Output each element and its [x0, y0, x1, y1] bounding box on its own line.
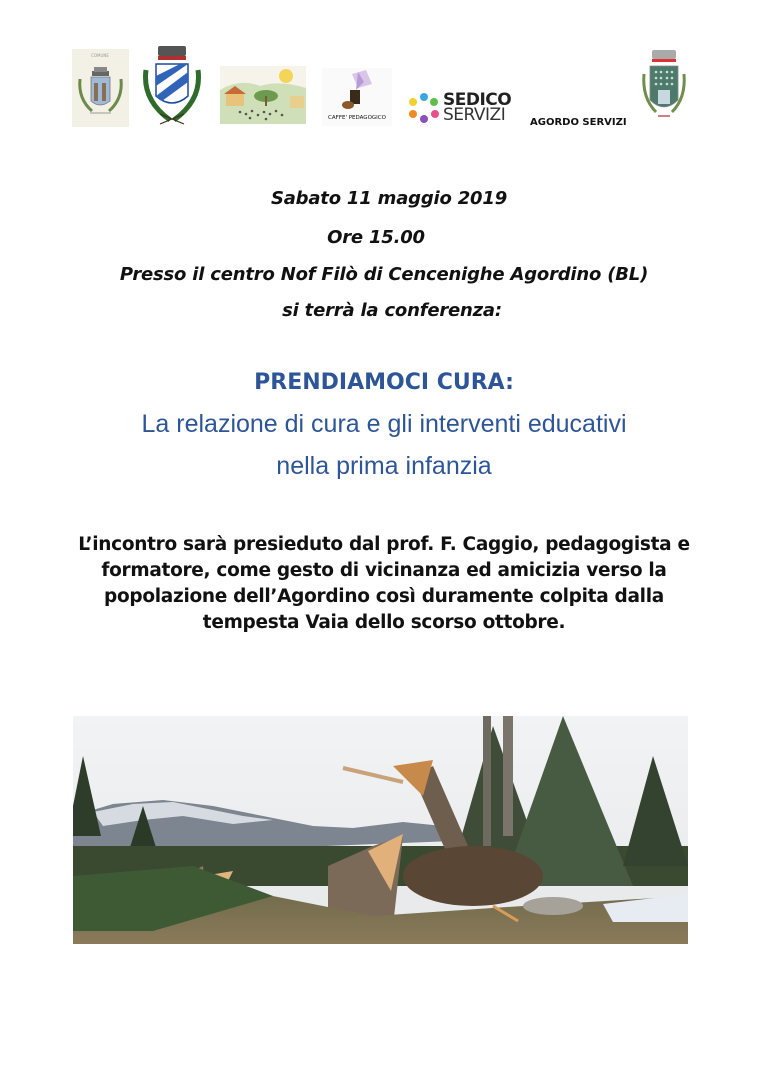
event-date: Sabato 11 maggio 2019: [270, 188, 508, 209]
conference-title: PRENDIAMOCI CURA:: [254, 370, 514, 395]
description-line-1: L’incontro sarà presieduto dal prof. F. Caggio, pedagogista e: [78, 534, 690, 555]
caffe-pedagogico-label: CAFFE' PEDAGOGICO: [328, 115, 386, 121]
description-line-2: formatore, come gesto di vicinanza ed amicizia verso la: [101, 560, 667, 581]
people-circle-icon: [408, 92, 440, 124]
agordo-servizi-label: AGORDO SERVIZI: [530, 117, 627, 128]
servizi-label: SERVIZI: [443, 105, 506, 125]
village-drawing-icon: [220, 66, 306, 124]
event-venue: Presso il centro Nof Filò di Cencenighe Agordino (BL): [119, 264, 649, 285]
description-line-4: tempesta Vaia dello scorso ottobre.: [202, 612, 566, 633]
sedico-servizi-logo: [408, 92, 518, 128]
comune-coat-of-arms-green: [638, 48, 690, 124]
event-intro: si terrà la conferenza:: [282, 300, 502, 321]
caffe-pedagogico-logo: [322, 68, 392, 126]
comune-coat-of-arms-towers: [72, 49, 129, 127]
fallen-trees-image: [73, 716, 688, 944]
storm-damage-photo: [73, 716, 688, 944]
description-line-3: popolazione dell’Agordino così duramente colpita dalla: [104, 586, 664, 607]
conference-subtitle-line1: La relazione di cura e gli interventi educativi: [141, 410, 627, 438]
conference-subtitle-line2: nella prima infanzia: [276, 452, 492, 480]
crest-icon: [140, 44, 204, 126]
sedico-label: SEDICO: [443, 90, 512, 110]
coffee-book-icon: [322, 68, 392, 114]
event-time: Ore 15.00: [327, 227, 425, 248]
svg-text:COMUNE: COMUNE: [91, 53, 109, 58]
comune-coat-of-arms-blue-stripes: [140, 44, 204, 126]
coat-of-arms-icon: [72, 49, 129, 127]
village-illustration: [220, 66, 306, 124]
green-crest-icon: [638, 48, 690, 124]
